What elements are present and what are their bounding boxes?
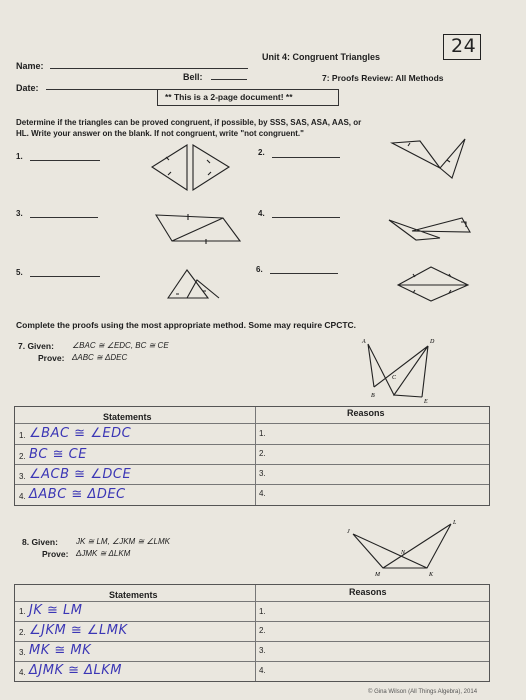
fig8-label-n: N xyxy=(401,550,406,556)
problem-7-reasons-header: Reasons xyxy=(347,408,385,418)
fig7-label-b: B xyxy=(371,393,375,399)
p7-reason-number-2: 2. xyxy=(259,449,266,458)
lesson-title: 7: Proofs Review: All Methods xyxy=(322,73,444,83)
fig7-label-d: D xyxy=(430,339,435,345)
figure-5-triangles xyxy=(168,270,219,298)
p7-statement-number-3: 3. xyxy=(19,472,26,481)
p8-statement-number-1: 1. xyxy=(19,607,26,616)
fig8-label-j: J xyxy=(347,529,350,535)
p7-statement-number-1: 1. xyxy=(19,431,26,440)
problem-7-figure xyxy=(360,335,460,405)
p8-statement-number-2: 2. xyxy=(19,628,26,637)
notice-text: ** This is a 2-page document! ** xyxy=(165,92,293,102)
figure-6-triangles xyxy=(398,267,468,301)
p8-reason-number-3: 3. xyxy=(259,646,266,655)
figure-2-triangles xyxy=(392,139,465,178)
copyright-footer: © Gina Wilson (All Things Algebra), 2014 xyxy=(368,689,478,695)
fig7-label-e: E xyxy=(424,399,428,405)
problem-8-given-label: 8. Given: xyxy=(22,537,58,547)
fig8-label-m: M xyxy=(375,572,380,578)
p8-statement-1[interactable]: JK ≅ LM xyxy=(29,603,83,618)
triangle-figures xyxy=(0,0,526,320)
problem-8-prove-label: Prove: xyxy=(42,549,69,559)
instructions-line-1: Determine if the triangles can be proved congruent, if possible, by SSS, SAS, ASA, AAS, or xyxy=(16,118,362,127)
problem-7-prove-text: ΔABC ≅ ΔDEC xyxy=(72,353,128,362)
item-6-number: 6. xyxy=(256,265,263,274)
figure-3-triangles xyxy=(156,214,240,244)
p7-statement-number-4: 4. xyxy=(19,492,26,501)
p7-statement-1[interactable]: ∠BAC ≅ ∠EDC xyxy=(29,426,132,441)
p8-reason-number-1: 1. xyxy=(259,607,266,616)
p7-statement-3[interactable]: ∠ACB ≅ ∠DCE xyxy=(29,467,132,482)
p7-reason-number-4: 4. xyxy=(259,489,266,498)
problem-7-statements-header: Statements xyxy=(103,412,152,422)
problem-7-prove-label: Prove: xyxy=(38,353,65,363)
p7-statement-4[interactable]: ΔABC ≅ ΔDEC xyxy=(29,487,126,502)
instructions-line-2: HL. Write your answer on the blank. If not congruent, write "not congruent." xyxy=(16,129,304,138)
fig8-label-k: K xyxy=(429,572,434,578)
p8-statement-number-3: 3. xyxy=(19,648,26,657)
fig8-label-l: L xyxy=(453,520,457,526)
p8-statement-3[interactable]: MK ≅ MK xyxy=(29,643,92,658)
figure-4-triangles xyxy=(389,218,470,240)
item-1-number: 1. xyxy=(16,152,23,161)
name-label: Name: xyxy=(16,61,44,71)
item-3-number: 3. xyxy=(16,209,23,218)
p7-statement-number-2: 2. xyxy=(19,452,26,461)
item-2-number: 2. xyxy=(258,148,265,157)
problem-8-prove-text: ΔJMK ≅ ΔLKM xyxy=(76,549,131,558)
page-number: 24 xyxy=(451,35,477,57)
unit-title: Unit 4: Congruent Triangles xyxy=(262,52,381,62)
p8-statement-2[interactable]: ∠JKM ≅ ∠LMK xyxy=(29,623,128,638)
problem-7-proof-table xyxy=(14,406,490,506)
figure-1-triangles xyxy=(152,145,229,190)
date-label: Date: xyxy=(16,83,39,93)
item-4-number: 4. xyxy=(258,209,265,218)
fig7-label-c: C xyxy=(392,375,397,381)
problem-8-statements-header: Statements xyxy=(109,590,158,600)
problem-7-given-label: 7. Given: xyxy=(18,341,54,351)
p8-reason-number-2: 2. xyxy=(259,626,266,635)
p8-reason-number-4: 4. xyxy=(259,666,266,675)
bell-label: Bell: xyxy=(183,72,203,82)
p7-reason-number-3: 3. xyxy=(259,469,266,478)
fig7-label-a: A xyxy=(362,339,366,345)
p8-statement-4[interactable]: ΔJMK ≅ ΔLKM xyxy=(29,663,123,678)
item-5-number: 5. xyxy=(16,268,23,277)
proofs-instructions: Complete the proofs using the most appropriate method. Some may require CPCTC. xyxy=(16,320,357,330)
problem-8-reasons-header: Reasons xyxy=(349,587,387,597)
problem-7-column-divider xyxy=(255,407,256,505)
problem-8-column-divider xyxy=(255,585,256,681)
p8-statement-number-4: 4. xyxy=(19,668,26,677)
problem-7-given-text: ∠BAC ≅ ∠EDC, BC ≅ CE xyxy=(72,341,169,350)
problem-8-given-text: JK ≅ LM, ∠JKM ≅ ∠LMK xyxy=(76,537,170,546)
p7-reason-number-1: 1. xyxy=(259,429,266,438)
problem-8-proof-table xyxy=(14,584,490,682)
problem-8-figure xyxy=(345,518,465,580)
p7-statement-2[interactable]: BC ≅ CE xyxy=(29,447,87,462)
